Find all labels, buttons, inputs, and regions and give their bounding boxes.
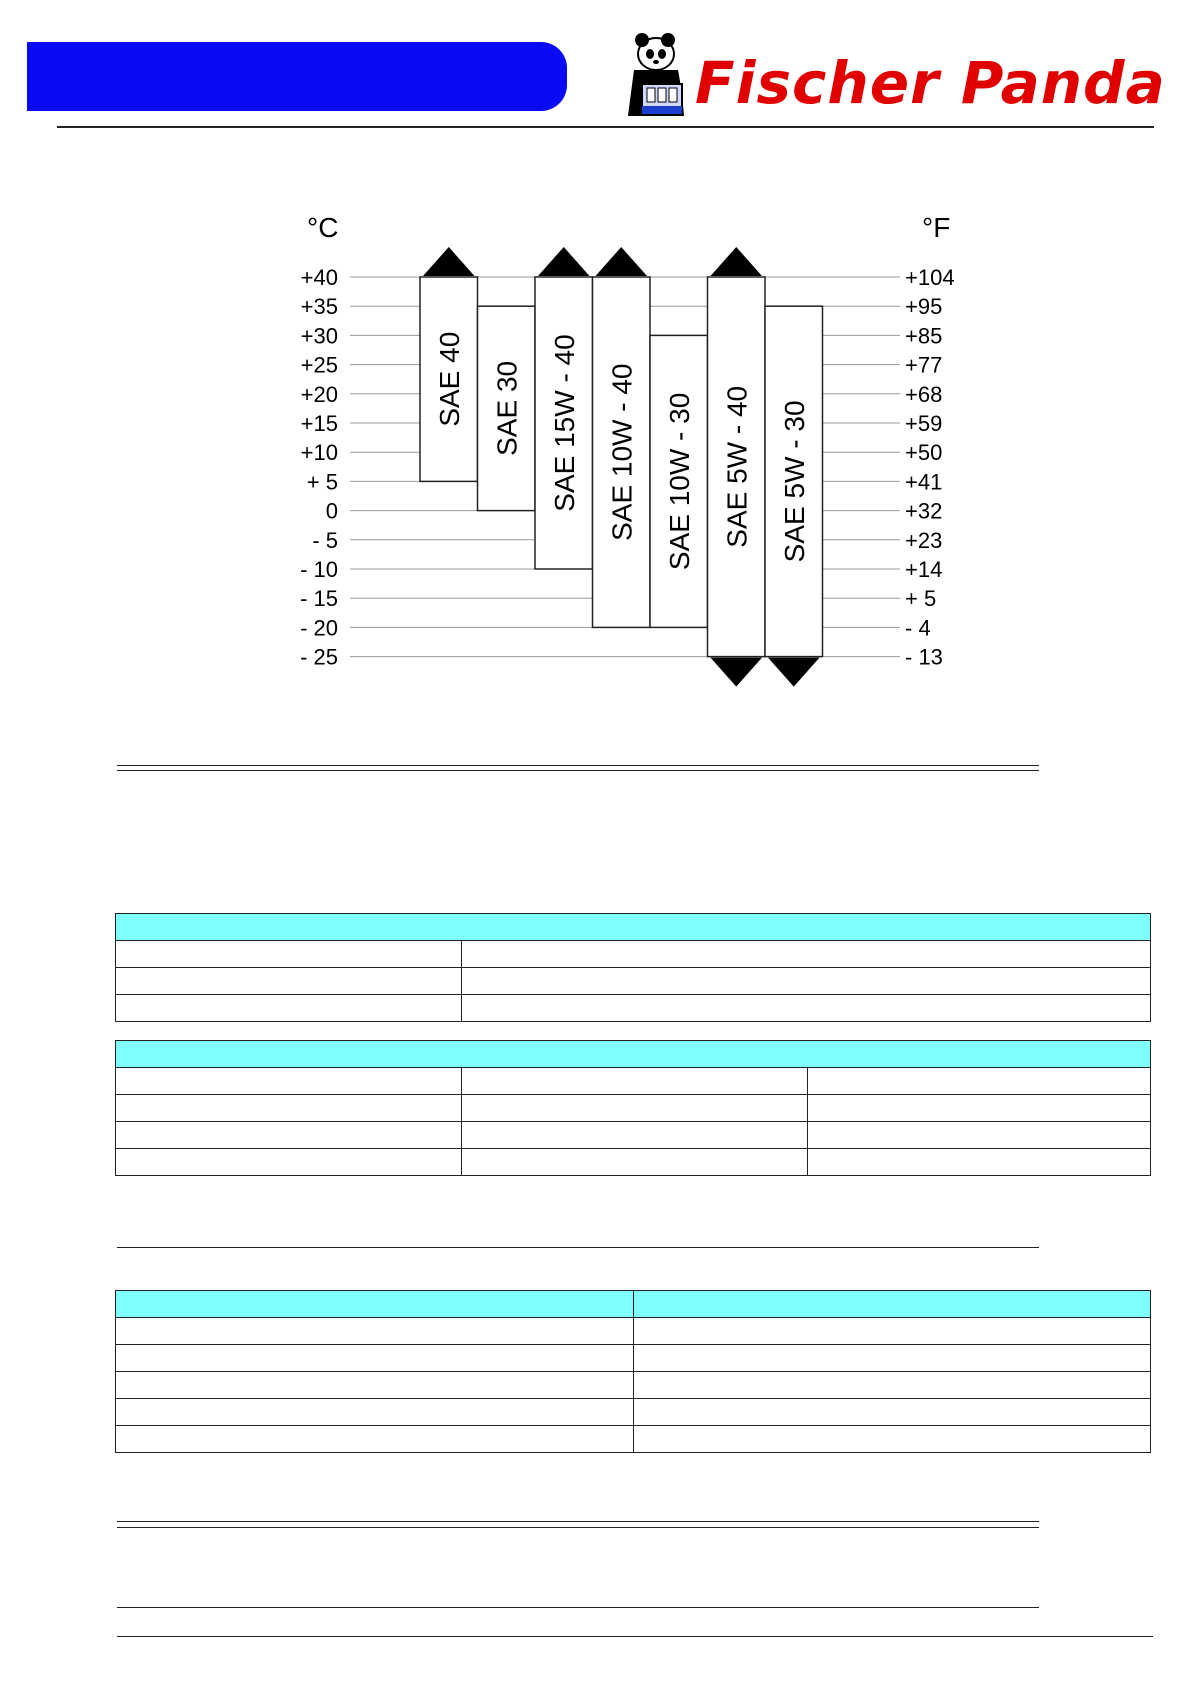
grade-label: SAE 15W - 40 [548, 334, 580, 512]
table-cell [116, 1149, 462, 1176]
celsius-unit-label: °C [307, 212, 339, 243]
table-cell [634, 1345, 1151, 1372]
celsius-tick-label: +15 [300, 411, 338, 436]
footer-divider [117, 1636, 1153, 1637]
table-row [116, 1068, 1151, 1095]
celsius-tick-label: 0 [325, 498, 338, 524]
fahrenheit-unit-label: °F [922, 212, 951, 243]
fahrenheit-tick-label: +14 [905, 557, 943, 582]
table-cell [116, 1345, 634, 1372]
fahrenheit-tick-label: - 13 [905, 644, 943, 670]
celsius-tick-label: +10 [300, 440, 338, 466]
table-cell [116, 1426, 634, 1453]
table2-header [116, 1041, 1151, 1068]
table-cell [462, 1122, 808, 1149]
fahrenheit-tick-label: +68 [905, 381, 943, 407]
arrow-up-icon [711, 247, 763, 276]
table-cell [808, 1149, 1151, 1176]
grade-label: SAE 5W - 30 [778, 400, 810, 563]
celsius-tick-label: - 5 [312, 527, 338, 553]
section-divider-2 [117, 1247, 1039, 1248]
fahrenheit-tick-label: +50 [905, 440, 943, 466]
header-divider [57, 126, 1154, 128]
arrow-up-icon [423, 247, 475, 276]
grade-label: SAE 40 [433, 331, 465, 427]
arrow-down-icon [711, 658, 763, 687]
table-cell [634, 1426, 1151, 1453]
table-cell [116, 1095, 462, 1122]
table-row [116, 1149, 1151, 1176]
table-cell [116, 1068, 462, 1095]
brand-name: Fischer Panda [695, 49, 1166, 117]
table-cell [116, 968, 462, 995]
table-row [116, 1122, 1151, 1149]
spec-table-3 [115, 1290, 1151, 1453]
table-row [116, 1399, 1151, 1426]
celsius-tick-label: - 15 [300, 586, 338, 612]
table-row [116, 1372, 1151, 1399]
fahrenheit-tick-label: +85 [905, 323, 943, 349]
table-cell [808, 1122, 1151, 1149]
panda-logo-icon [620, 30, 700, 120]
fahrenheit-tick-label: - 4 [905, 615, 931, 641]
table-cell [462, 1149, 808, 1176]
celsius-tick-label: - 10 [300, 557, 338, 582]
grade-label: SAE 30 [491, 360, 523, 456]
table-cell [116, 995, 462, 1022]
arrow-up-icon [538, 247, 590, 276]
grade-label: SAE 5W - 40 [721, 385, 753, 548]
table3-header-right [634, 1291, 1151, 1318]
celsius-tick-label: +20 [300, 381, 338, 407]
fahrenheit-tick-label: +41 [905, 469, 943, 495]
table1-header [116, 914, 1151, 941]
table-row [116, 1095, 1151, 1122]
fahrenheit-tick-label: +23 [905, 527, 943, 553]
section-divider-1b [117, 770, 1039, 771]
section-divider-3b [117, 1527, 1039, 1528]
table-row [116, 941, 1151, 968]
arrow-up-icon [596, 247, 648, 276]
fahrenheit-tick-label: +59 [905, 411, 943, 436]
celsius-tick-label: +30 [300, 323, 338, 349]
table-cell [634, 1399, 1151, 1426]
grade-label: SAE 10W - 30 [663, 392, 695, 571]
table-row [116, 995, 1151, 1022]
celsius-tick-label: + 5 [306, 469, 338, 495]
celsius-tick-label: - 20 [300, 615, 338, 641]
fahrenheit-tick-label: +95 [905, 294, 943, 320]
celsius-tick-label: +40 [300, 265, 338, 290]
table-cell [116, 1122, 462, 1149]
table-cell [116, 1399, 634, 1426]
table-row [116, 1318, 1151, 1345]
celsius-tick-label: - 25 [300, 644, 338, 670]
spec-table-2 [115, 1040, 1151, 1176]
table-cell [808, 1095, 1151, 1122]
table-cell [462, 1068, 808, 1095]
fahrenheit-tick-label: + 5 [905, 586, 937, 612]
celsius-tick-label: +35 [300, 294, 338, 320]
fahrenheit-tick-label: +104 [905, 265, 955, 290]
table-row [116, 1345, 1151, 1372]
section-divider-1a [117, 765, 1039, 766]
table3-header-left [116, 1291, 634, 1318]
brand-logo [620, 30, 1166, 120]
fahrenheit-tick-label: +32 [905, 498, 943, 524]
table-cell [116, 1318, 634, 1345]
oil-viscosity-chart [270, 190, 980, 690]
header-banner [27, 42, 567, 111]
table-cell [116, 1372, 634, 1399]
table-cell [634, 1318, 1151, 1345]
table-cell [462, 995, 1151, 1022]
fahrenheit-tick-label: +77 [905, 352, 943, 378]
table-cell [462, 941, 1151, 968]
table-cell [462, 968, 1151, 995]
celsius-tick-label: +25 [300, 352, 338, 378]
table-cell [634, 1372, 1151, 1399]
spec-table-1 [115, 913, 1151, 1022]
section-divider-3a [117, 1521, 1039, 1522]
grade-label: SAE 10W - 40 [606, 363, 638, 541]
table-cell [808, 1068, 1151, 1095]
section-divider-4 [117, 1607, 1039, 1608]
arrow-down-icon [768, 658, 820, 687]
table-row [116, 968, 1151, 995]
table-cell [116, 941, 462, 968]
table-row [116, 1426, 1151, 1453]
table-cell [462, 1095, 808, 1122]
